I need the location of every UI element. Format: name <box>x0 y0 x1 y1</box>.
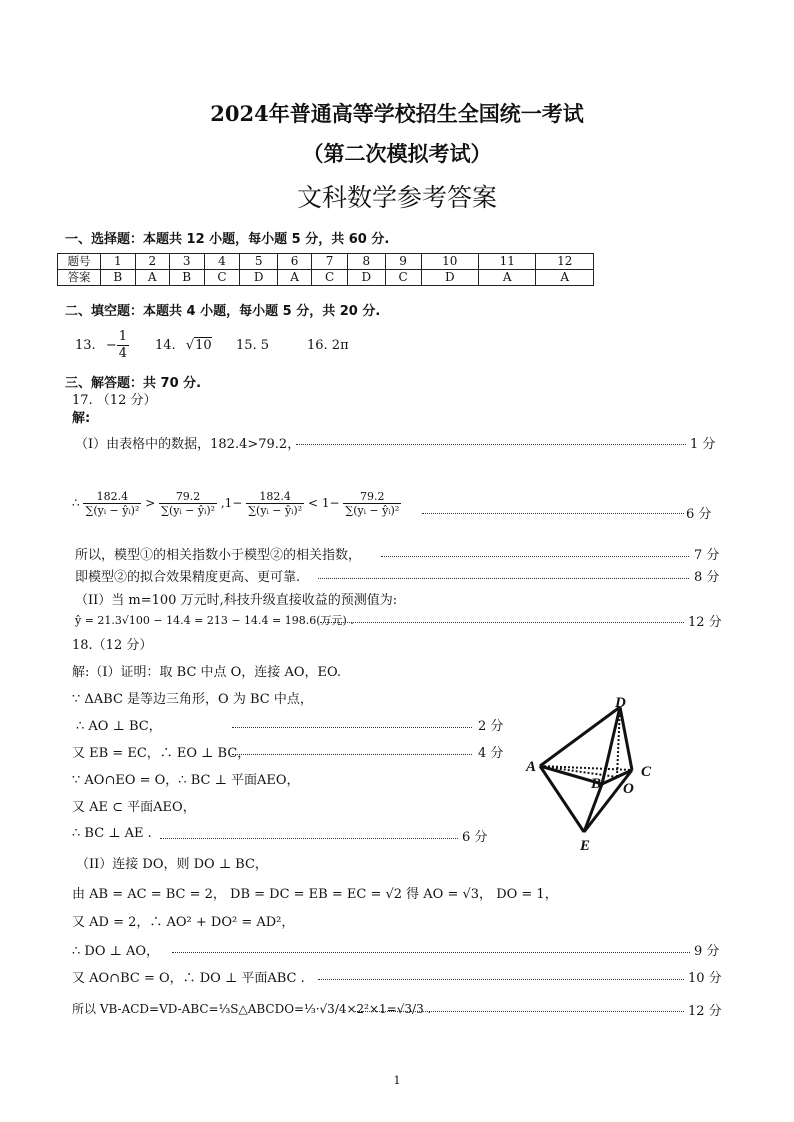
fraction <box>83 490 141 517</box>
fraction <box>159 490 217 517</box>
answer-row <box>58 270 594 286</box>
pyramid-figure <box>520 692 670 862</box>
denominator: ∑(yᵢ − ŷᵢ)² <box>161 504 216 517</box>
q17-line4: 即模型②的拟合效果精度更高、更可靠. <box>75 570 301 585</box>
q17-line1-score: 1 分 <box>690 437 716 452</box>
table-cell: 3 <box>169 254 204 270</box>
q18-line2: ∵ ΔABC 是等边三角形，O 为 BC 中点， <box>72 692 313 707</box>
q14-label: 14. <box>155 338 176 353</box>
q18-line3: ∴ AO ⊥ BC， <box>76 719 162 734</box>
q18-line13-score: 12 分 <box>688 1004 722 1019</box>
table-cell: 4 <box>204 254 240 270</box>
q18-line8: （II）连接 DO，则 DO ⊥ BC， <box>76 857 268 872</box>
table-cell: 8 <box>348 254 386 270</box>
denominator: ∑(yᵢ − ŷᵢ)² <box>85 504 140 517</box>
q18-line12-score: 10 分 <box>688 971 722 986</box>
table-cell: 7 <box>312 254 348 270</box>
q18-line4-score: 4 分 <box>478 746 504 761</box>
denominator: ∑(yᵢ − ŷᵢ)² <box>248 504 303 517</box>
numerator: 79.2 <box>159 490 217 504</box>
q17-line6: ŷ = 21.3√100 − 14.4 = 213 − 14.4 = 198.6(万元) . <box>75 614 354 627</box>
table-cell: 6 <box>277 254 311 270</box>
q13-fraction <box>117 329 129 362</box>
section-choice-heading: 一、选择题：本题共 12 小题，每小题 5 分，共 60 分. <box>65 232 390 247</box>
answer-13 <box>75 329 129 362</box>
q13-denominator: 4 <box>118 346 128 361</box>
table-cell: A <box>277 270 311 286</box>
label-E: E <box>580 838 591 854</box>
leader-dots <box>355 1011 684 1012</box>
section-fill-heading: 二、填空题：本题共 4 小题，每小题 5 分，共 20 分. <box>65 304 381 319</box>
row-label-answer: 答案 <box>58 270 101 286</box>
exam-subtitle: （第二次模拟考试） <box>302 141 492 166</box>
q18-line13: 所以 VB-ACD=VD-ABC=⅓S△ABCDO=⅓·√3/4×2²×1=√3/3 . <box>72 1002 432 1016</box>
table-cell: A <box>478 270 535 286</box>
page-number: 1 <box>393 1074 401 1087</box>
q13-label: 13. <box>75 338 96 353</box>
solution-label: 解: <box>72 411 91 426</box>
table-cell: 5 <box>240 254 278 270</box>
q18-line5: ∵ AO∩EO = O，∴ BC ⊥ 平面AEO， <box>72 773 300 788</box>
q17-line4-score: 8 分 <box>694 570 720 585</box>
table-cell: 1 <box>101 254 136 270</box>
label-A: A <box>526 759 537 775</box>
label-C: C <box>641 764 652 780</box>
table-cell: A <box>135 270 169 286</box>
q17-line2-score: 6 分 <box>686 507 712 522</box>
answer-table <box>57 253 594 286</box>
q18-line4: 又 EB = EC，∴ EO ⊥ BC， <box>72 746 251 761</box>
leader-dots <box>422 513 684 514</box>
numerator: 182.4 <box>246 490 304 504</box>
leader-dots <box>320 622 684 623</box>
exam-title: 2024年普通高等学校招生全国统一考试 <box>210 101 584 126</box>
table-cell: D <box>421 270 478 286</box>
q18-line10: 又 AD = 2，∴ AO² + DO² = AD²， <box>72 915 295 930</box>
leader-dots <box>381 556 689 557</box>
fraction <box>343 490 401 517</box>
q18-line11: ∴ DO ⊥ AO， <box>72 944 160 959</box>
q17-line3: 所以，模型①的相关指数小于模型②的相关指数， <box>75 548 362 563</box>
leader-dots <box>172 952 690 953</box>
q18-line6: 又 AE ⊂ 平面AEO， <box>72 800 196 815</box>
question-number-row <box>58 254 594 270</box>
numerator: 182.4 <box>83 490 141 504</box>
q18-line11-score: 9 分 <box>694 944 720 959</box>
leader-dots <box>318 578 689 579</box>
document-title: 文科数学参考答案 <box>296 183 497 212</box>
table-cell: 10 <box>421 254 478 270</box>
q18-line9: 由 AB = AC = BC = 2， DB = DC = EB = EC = √2 得 AO = √3， DO = 1， <box>72 887 558 902</box>
table-cell: B <box>101 270 136 286</box>
q13-sign: − <box>105 338 117 353</box>
fraction <box>246 490 304 517</box>
q17-label: 17. （12 分） <box>72 393 157 408</box>
answer-14: 14. √10 <box>155 338 212 353</box>
q17-line5: （II）当 m=100 万元时,科技升级直接收益的预测值为: <box>75 593 398 608</box>
row-label-question: 题号 <box>58 254 101 270</box>
q17-inequality: ∴ $\frac{182.4}{\text{∑(yᵢ − ŷᵢ)²}}$ > $\frac{79.2}{\text{∑(yᵢ − ŷᵢ)²}}$ ,1− $\frac{182.4}{\text{∑(yᵢ − ŷᵢ)²}}$ < 1− $\frac{79.2}{\text{∑(yᵢ − ŷᵢ)²}}$ <box>72 490 400 517</box>
table-cell: C <box>204 270 240 286</box>
q18-line7: ∴ BC ⊥ AE . <box>72 826 152 841</box>
q17-line3-score: 7 分 <box>694 548 720 563</box>
table-cell: D <box>240 270 278 286</box>
table-cell: D <box>348 270 386 286</box>
leader-dots <box>160 838 458 839</box>
leader-dots <box>232 754 472 755</box>
table-cell: C <box>312 270 348 286</box>
table-cell: C <box>385 270 421 286</box>
q18-line7-score: 6 分 <box>462 830 488 845</box>
q17-line1: （I）由表格中的数据，182.4>79.2， <box>75 437 301 452</box>
table-cell: 9 <box>385 254 421 270</box>
table-cell: 12 <box>536 254 594 270</box>
label-D: D <box>615 695 626 711</box>
answer-16: 16. 2π <box>307 338 349 353</box>
table-cell: B <box>169 270 204 286</box>
q18-label: 18.（12 分） <box>72 638 153 653</box>
leader-dots <box>318 979 684 980</box>
q17-line6-score: 12 分 <box>688 615 722 630</box>
table-cell: 11 <box>478 254 535 270</box>
leader-dots <box>296 444 686 445</box>
q13-numerator: 1 <box>118 329 128 344</box>
denominator: ∑(yᵢ − ŷᵢ)² <box>345 504 400 517</box>
table-cell: A <box>536 270 594 286</box>
edge-DC <box>620 707 632 770</box>
numerator: 79.2 <box>343 490 401 504</box>
table-cell: 2 <box>135 254 169 270</box>
label-B: B <box>591 776 602 792</box>
leader-dots <box>232 727 472 728</box>
answer-15: 15. 5 <box>236 338 270 353</box>
q18-line3-score: 2 分 <box>478 719 504 734</box>
q18-line12: 又 AO∩BC = O，∴ DO ⊥ 平面ABC . <box>72 971 305 986</box>
q18-line1: 解:（I）证明：取 BC 中点 O，连接 AO，EO. <box>72 665 342 680</box>
q14-radicand: 10 <box>195 338 212 353</box>
label-O: O <box>623 781 634 797</box>
section-solve-heading: 三、解答题：共 70 分. <box>65 376 202 391</box>
